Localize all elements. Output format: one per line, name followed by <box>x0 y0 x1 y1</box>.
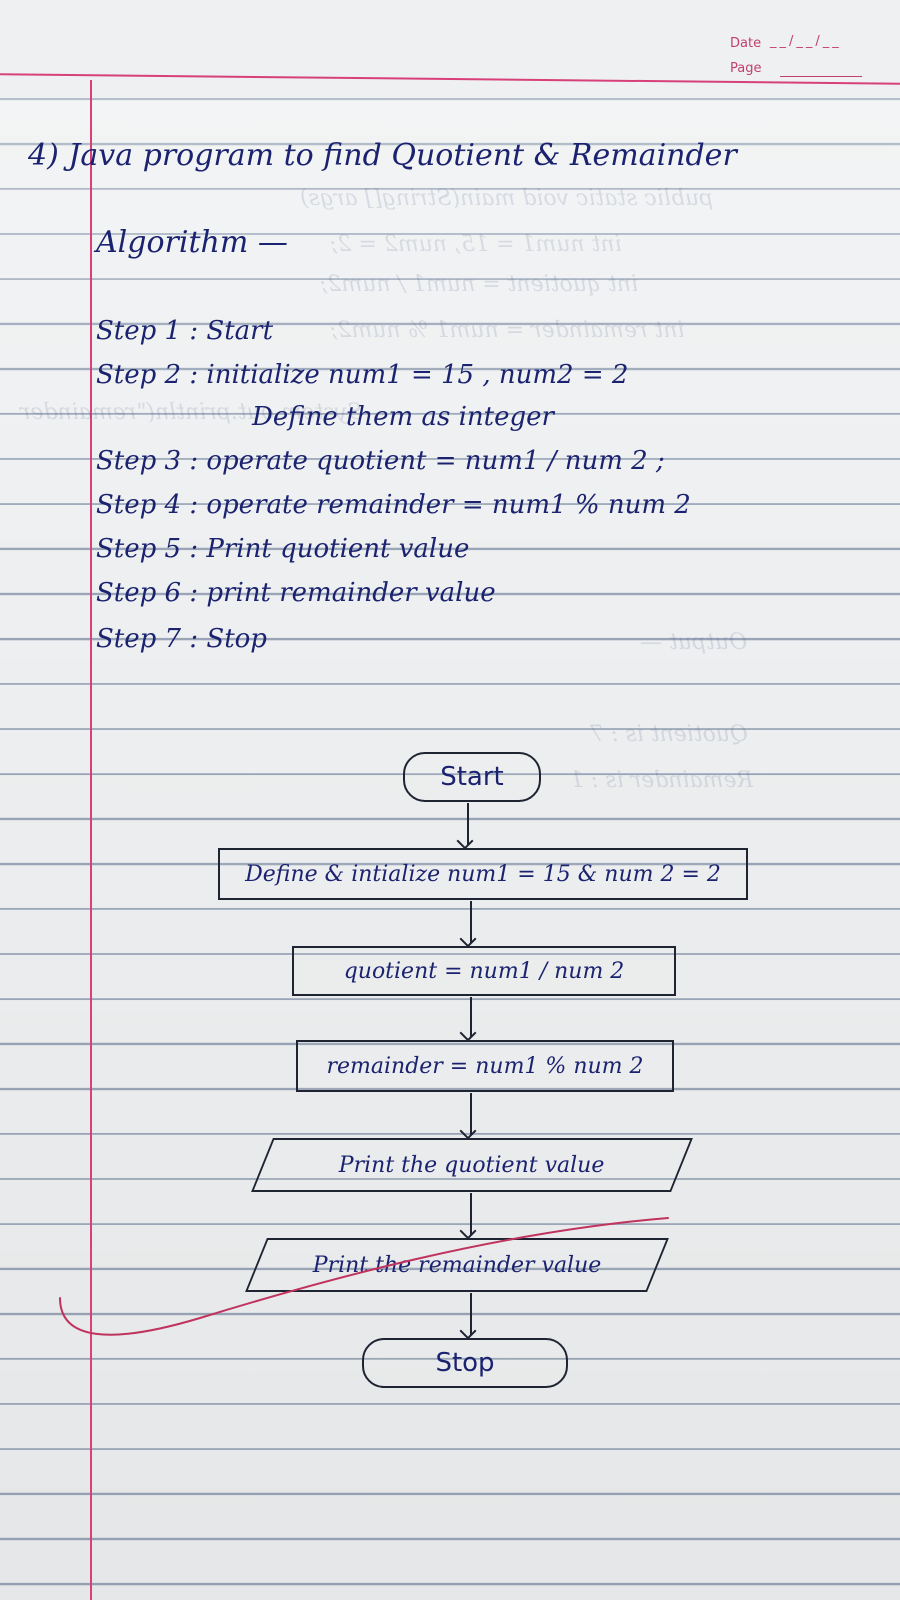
date-label: Date <box>730 36 762 51</box>
program-title: 4) Java program to find Quotient & Remainder <box>28 138 737 173</box>
flowchart-quotient-label: quotient = num1 / num 2 <box>343 958 625 984</box>
algorithm-step-note: Define them as integer <box>252 402 554 432</box>
flowchart-stop-label: Stop <box>435 1348 495 1378</box>
algorithm-step: Step 6 : print remainder value <box>96 578 496 608</box>
algorithm-step: Step 7 : Stop <box>96 624 267 654</box>
bleed-through-text: int quotient = num1 / num2; <box>320 272 639 297</box>
bleed-through-text: int remainder = num1 % num2; <box>330 318 685 343</box>
date-value: __/__/__ <box>770 34 842 49</box>
algorithm-heading: Algorithm — <box>96 225 288 260</box>
flowchart-print-quotient-label: Print the quotient value <box>339 1152 605 1178</box>
page-label: Page <box>730 61 762 76</box>
bleed-through-text: int num1 = 15, num2 = 2; <box>330 232 622 257</box>
algorithm-step: Step 5 : Print quotient value <box>96 534 470 564</box>
algorithm-step: Step 3 : operate quotient = num1 / num 2 ; <box>96 446 665 476</box>
bleed-through-text: Quotient is : 7 <box>590 722 749 747</box>
bleed-through-text: public static void main(String[] args) <box>300 186 714 211</box>
algorithm-step: Step 1 : Start <box>96 316 274 346</box>
flowchart-print-remainder-label: Print the remainder value <box>312 1252 602 1278</box>
algorithm-step: Step 4 : operate remainder = num1 % num 2 <box>96 490 691 520</box>
bleed-through-text: Remainder is : 1 <box>570 768 754 793</box>
bleed-through-text: System.out.println("remainder <box>20 400 363 425</box>
flowchart-init-label: Define & intialize num1 = 15 & num 2 = 2 <box>245 861 721 887</box>
algorithm-step: Step 2 : initialize num1 = 15 , num2 = 2 <box>96 360 629 390</box>
bleed-through-text: Output — <box>640 630 748 655</box>
flowchart-start-label: Start <box>440 762 504 792</box>
flowchart-remainder-label: remainder = num1 % num 2 <box>326 1053 644 1079</box>
